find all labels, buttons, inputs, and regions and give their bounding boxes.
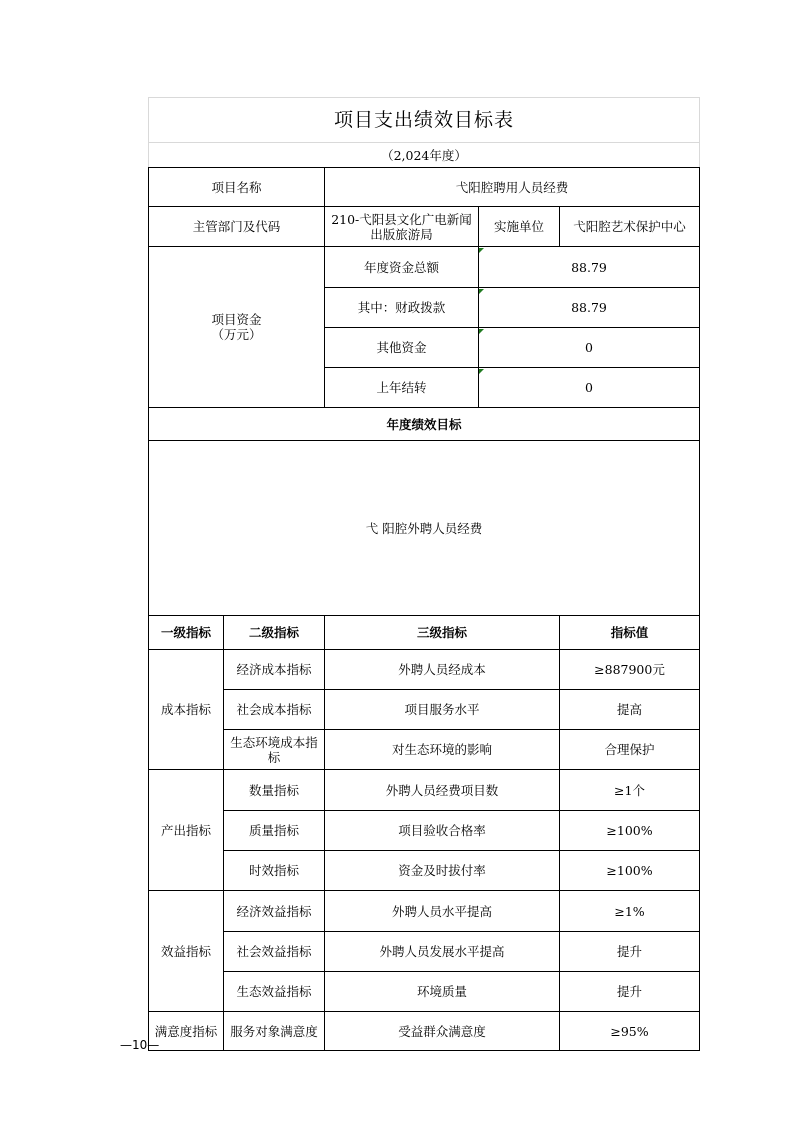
indicator-value: 合理保护 bbox=[604, 742, 655, 757]
project-name-value: 弋阳腔聘用人员经费 bbox=[455, 179, 569, 195]
cell-marker-icon bbox=[479, 369, 484, 374]
indicator-level1: 效益指标 bbox=[160, 943, 211, 959]
funds-row-value: 0 bbox=[585, 380, 593, 395]
grid-h-line bbox=[148, 1050, 700, 1051]
grid-v-line bbox=[699, 167, 700, 1051]
indicator-level2: 生态效益指标 bbox=[236, 984, 312, 999]
funds-row-value: 88.79 bbox=[571, 259, 607, 275]
indicator-header-level3: 三级指标 bbox=[416, 625, 467, 640]
indicator-level2: 服务对象满意度 bbox=[230, 1023, 318, 1039]
annual-goal-header: 年度绩效目标 bbox=[386, 416, 462, 432]
indicator-level1: 成本指标 bbox=[160, 702, 211, 717]
dept-value: 210-弋阳县文化广电新闻出版旅游局 bbox=[331, 211, 472, 242]
funds-row-value: 88.79 bbox=[571, 300, 607, 315]
table-title: 项目支出绩效目标表 bbox=[333, 108, 514, 131]
indicator-level2: 数量指标 bbox=[248, 782, 299, 798]
indicator-value: ≥95% bbox=[610, 1023, 649, 1039]
indicator-level2: 社会效益指标 bbox=[236, 944, 312, 959]
impl-value: 弋阳腔艺术保护中心 bbox=[573, 219, 686, 234]
indicator-value: ≥887900元 bbox=[594, 662, 665, 677]
indicator-value: 提高 bbox=[616, 702, 642, 717]
indicator-level3: 资金及时拔付率 bbox=[398, 863, 486, 878]
indicator-level2: 时效指标 bbox=[248, 863, 299, 878]
indicator-level3: 外聘人员经成本 bbox=[398, 662, 486, 677]
dept-label: 主管部门及代码 bbox=[192, 219, 281, 234]
indicator-level1: 产出指标 bbox=[160, 822, 211, 838]
indicator-value: ≥100% bbox=[606, 823, 653, 838]
year-note: （2,024年度） bbox=[381, 147, 467, 163]
funds-row-value: 0 bbox=[585, 340, 593, 355]
project-name-label: 项目名称 bbox=[211, 179, 262, 195]
funds-row-label: 上年结转 bbox=[376, 380, 427, 395]
indicator-value: 提升 bbox=[616, 984, 642, 999]
indicator-level3: 对生态环境的影响 bbox=[391, 742, 492, 757]
indicator-level1: 满意度指标 bbox=[154, 1023, 218, 1039]
indicator-value: ≥1个 bbox=[614, 782, 645, 798]
impl-label: 实施单位 bbox=[493, 219, 544, 234]
indicator-header-value: 指标值 bbox=[610, 625, 649, 640]
funds-row-label: 年度资金总额 bbox=[363, 259, 439, 275]
indicator-level2: 社会成本指标 bbox=[236, 702, 312, 717]
funds-label: 项目资金 （万元） bbox=[211, 312, 262, 342]
indicator-level3: 外聘人员水平提高 bbox=[391, 903, 492, 919]
indicator-value: ≥100% bbox=[606, 863, 653, 878]
indicator-level3: 项目服务水平 bbox=[404, 702, 480, 717]
indicator-level2: 经济效益指标 bbox=[236, 903, 312, 919]
indicator-level3: 外聘人员经费项目数 bbox=[385, 782, 499, 798]
indicator-value: ≥1% bbox=[614, 903, 645, 919]
cell-marker-icon bbox=[479, 329, 484, 334]
indicator-header-level2: 二级指标 bbox=[248, 625, 299, 640]
funds-row-label: 其中：财政拨款 bbox=[357, 300, 446, 315]
indicator-header-level1: 一级指标 bbox=[160, 625, 211, 640]
cell-marker-icon bbox=[479, 289, 484, 294]
indicator-level2: 经济成本指标 bbox=[236, 662, 312, 677]
funds-row-label: 其他资金 bbox=[376, 340, 427, 355]
annual-goal-content: 弋 阳腔外聘人员经费 bbox=[365, 520, 483, 536]
indicator-level2: 质量指标 bbox=[248, 823, 299, 838]
indicator-value: 提升 bbox=[616, 944, 642, 959]
cell-marker-icon bbox=[479, 248, 484, 253]
indicator-level3: 项目验收合格率 bbox=[398, 823, 486, 838]
indicator-level2: 生态环境成本指标 bbox=[230, 734, 318, 765]
indicator-level3: 外聘人员发展水平提高 bbox=[379, 944, 505, 959]
page-number: —10— bbox=[120, 1038, 160, 1052]
indicator-level3: 受益群众满意度 bbox=[398, 1023, 486, 1039]
indicator-level3: 环境质量 bbox=[416, 984, 467, 999]
